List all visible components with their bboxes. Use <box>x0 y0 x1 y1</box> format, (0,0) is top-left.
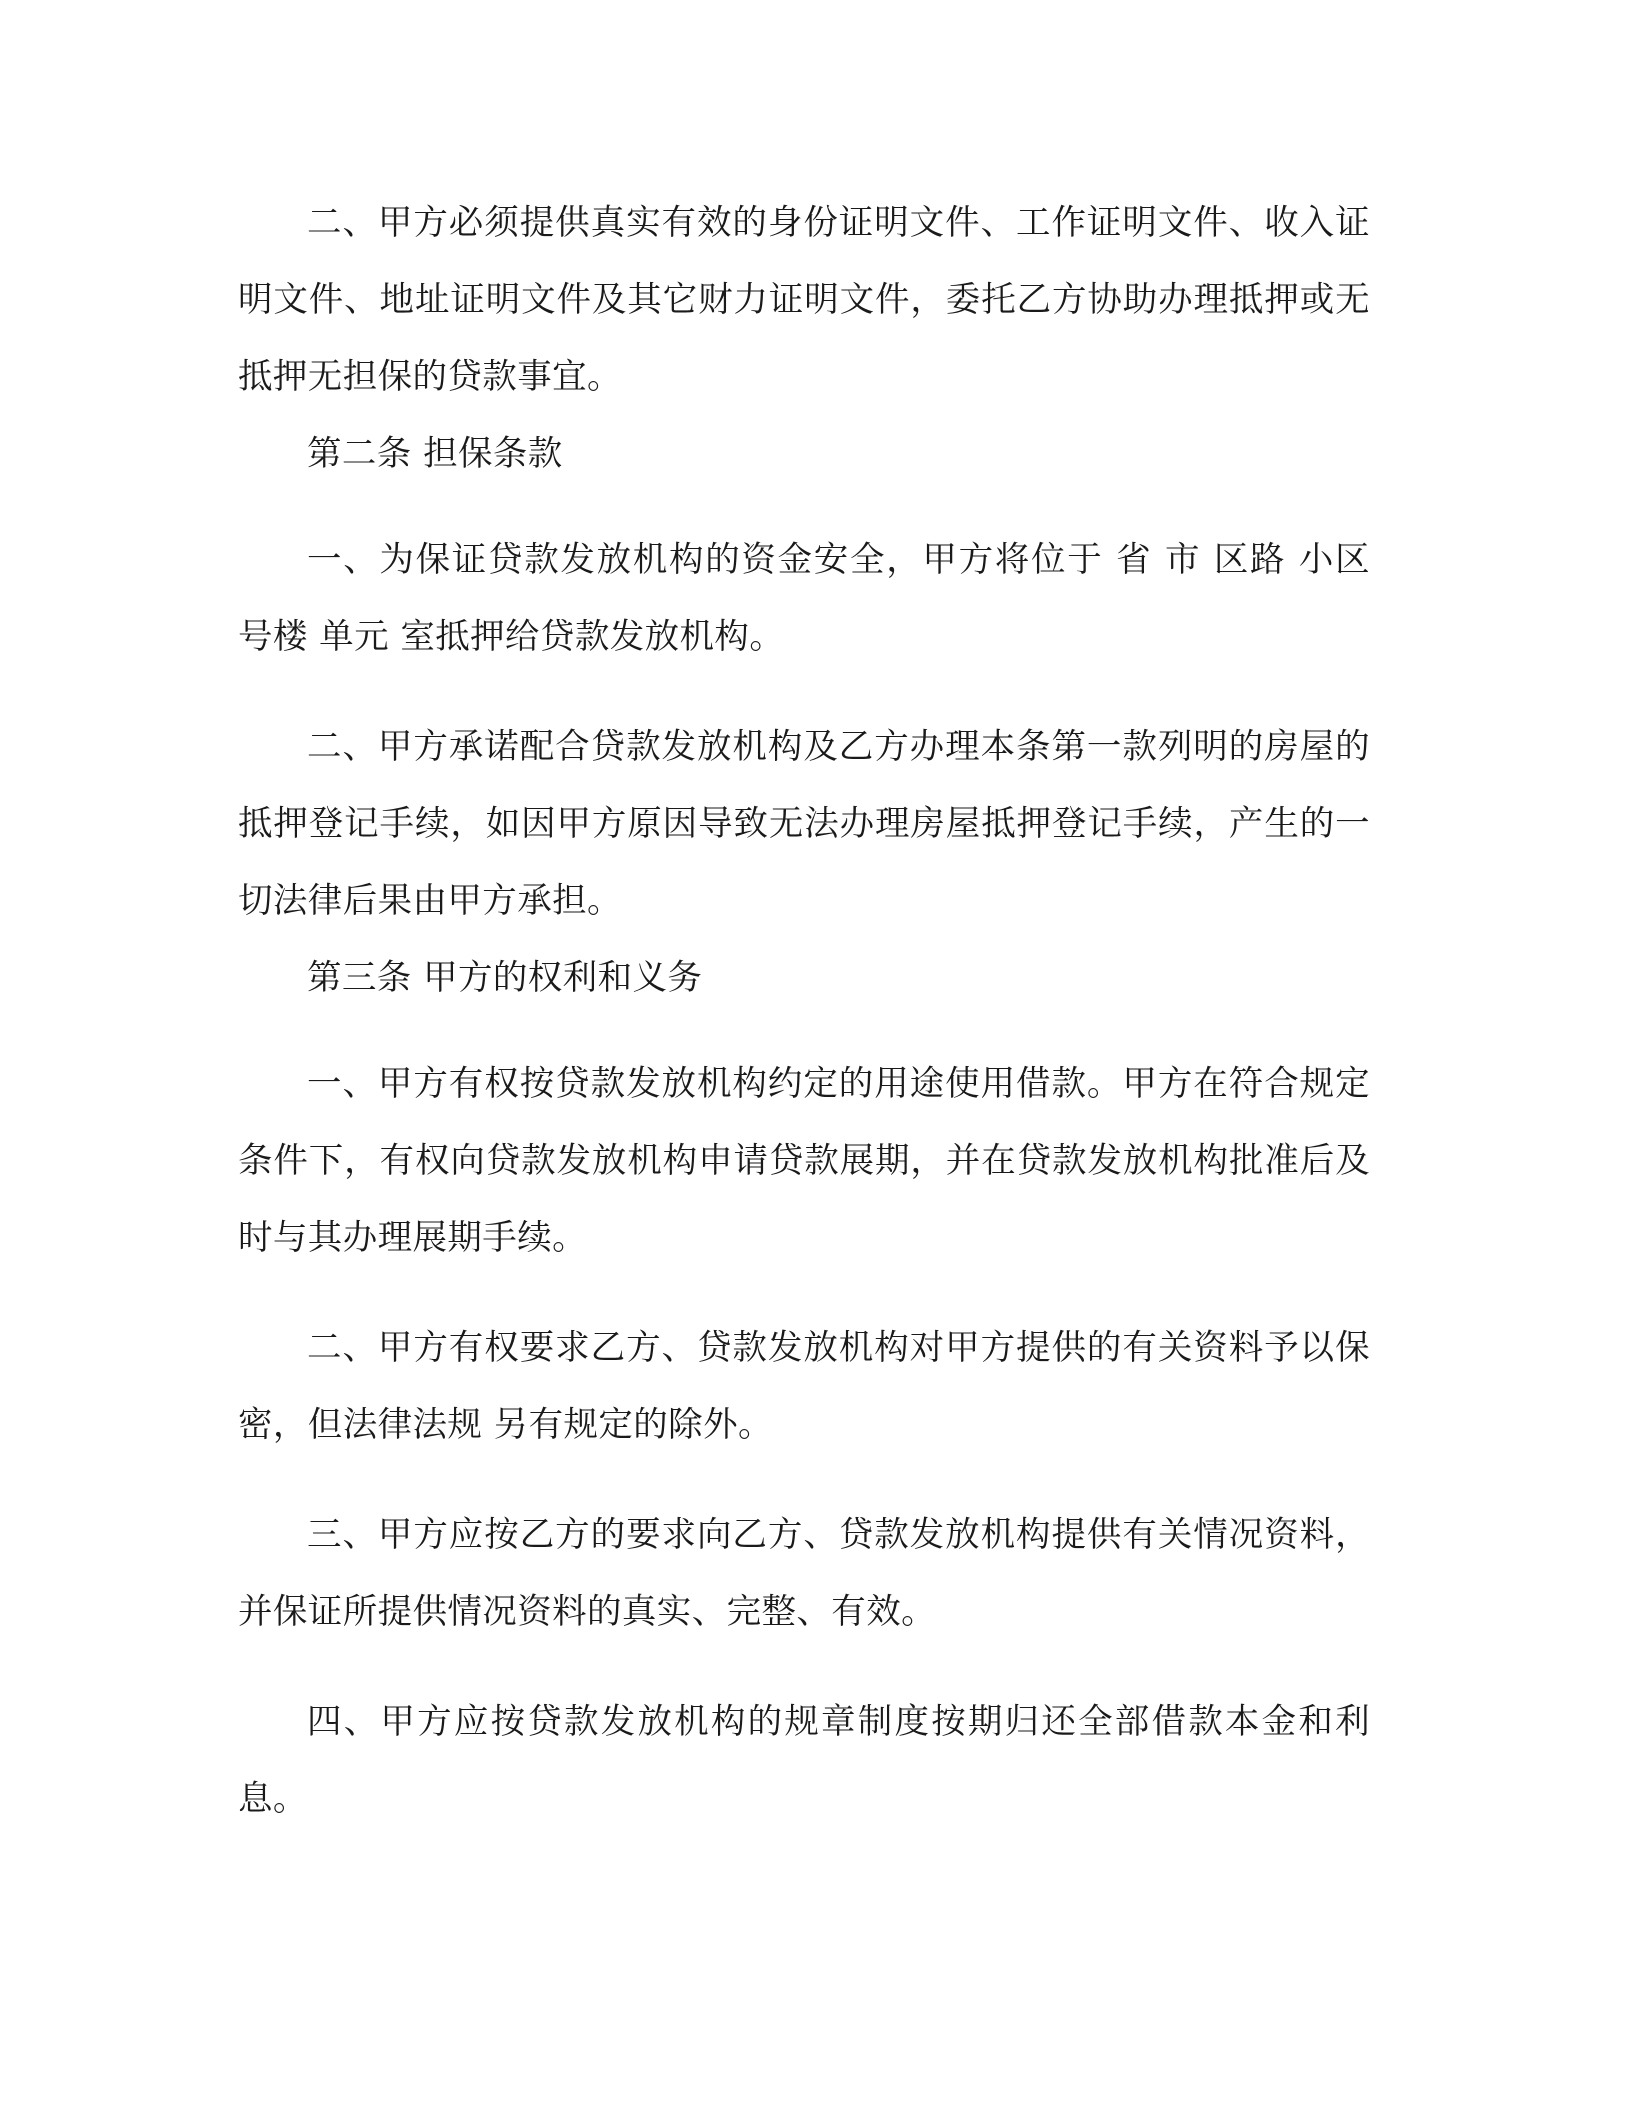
paragraph-provide-information: 三、甲方应按乙方的要求向乙方、贷款发放机构提供有关情况资料，并保证所提供情况资料的真实、完整、有效。 <box>238 1515 1370 1632</box>
document-body <box>238 185 1370 1838</box>
paragraph-identity-documents: 二、甲方必须提供真实有效的身份证明文件、工作证明文件、收入证明文件、地址证明文件及其它财力证明文件，委托乙方协助办理抵押或无抵押无担保的贷款事宜。 <box>238 203 1370 397</box>
heading-article-3: 第三条 甲方的权利和义务 <box>307 958 703 998</box>
heading-article-2: 第二条 担保条款 <box>307 434 563 474</box>
paragraph-loan-usage: 一、甲方有权按贷款发放机构约定的用途使用借款。甲方在符合规定条件下，有权向贷款发放机构申请贷款展期，并在贷款发放机构批准后及时与其办理展期手续。 <box>238 1064 1370 1258</box>
paragraph-mortgage-property: 一、为保证贷款发放机构的资金安全，甲方将位于 省 市 区路 小区 号楼 单元 室抵押给贷款发放机构。 <box>238 540 1370 657</box>
paragraph-confidentiality: 二、甲方有权要求乙方、贷款发放机构对甲方提供的有关资料予以保密，但法律法规 另有规定的除外。 <box>238 1328 1370 1445</box>
paragraph-repayment: 四、甲方应按贷款发放机构的规章制度按期归还全部借款本金和利息。 <box>238 1702 1370 1819</box>
paragraph-mortgage-registration: 二、甲方承诺配合贷款发放机构及乙方办理本条第一款列明的房屋的抵押登记手续，如因甲方原因导致无法办理房屋抵押登记手续，产生的一切法律后果由甲方承担。 <box>238 727 1370 921</box>
